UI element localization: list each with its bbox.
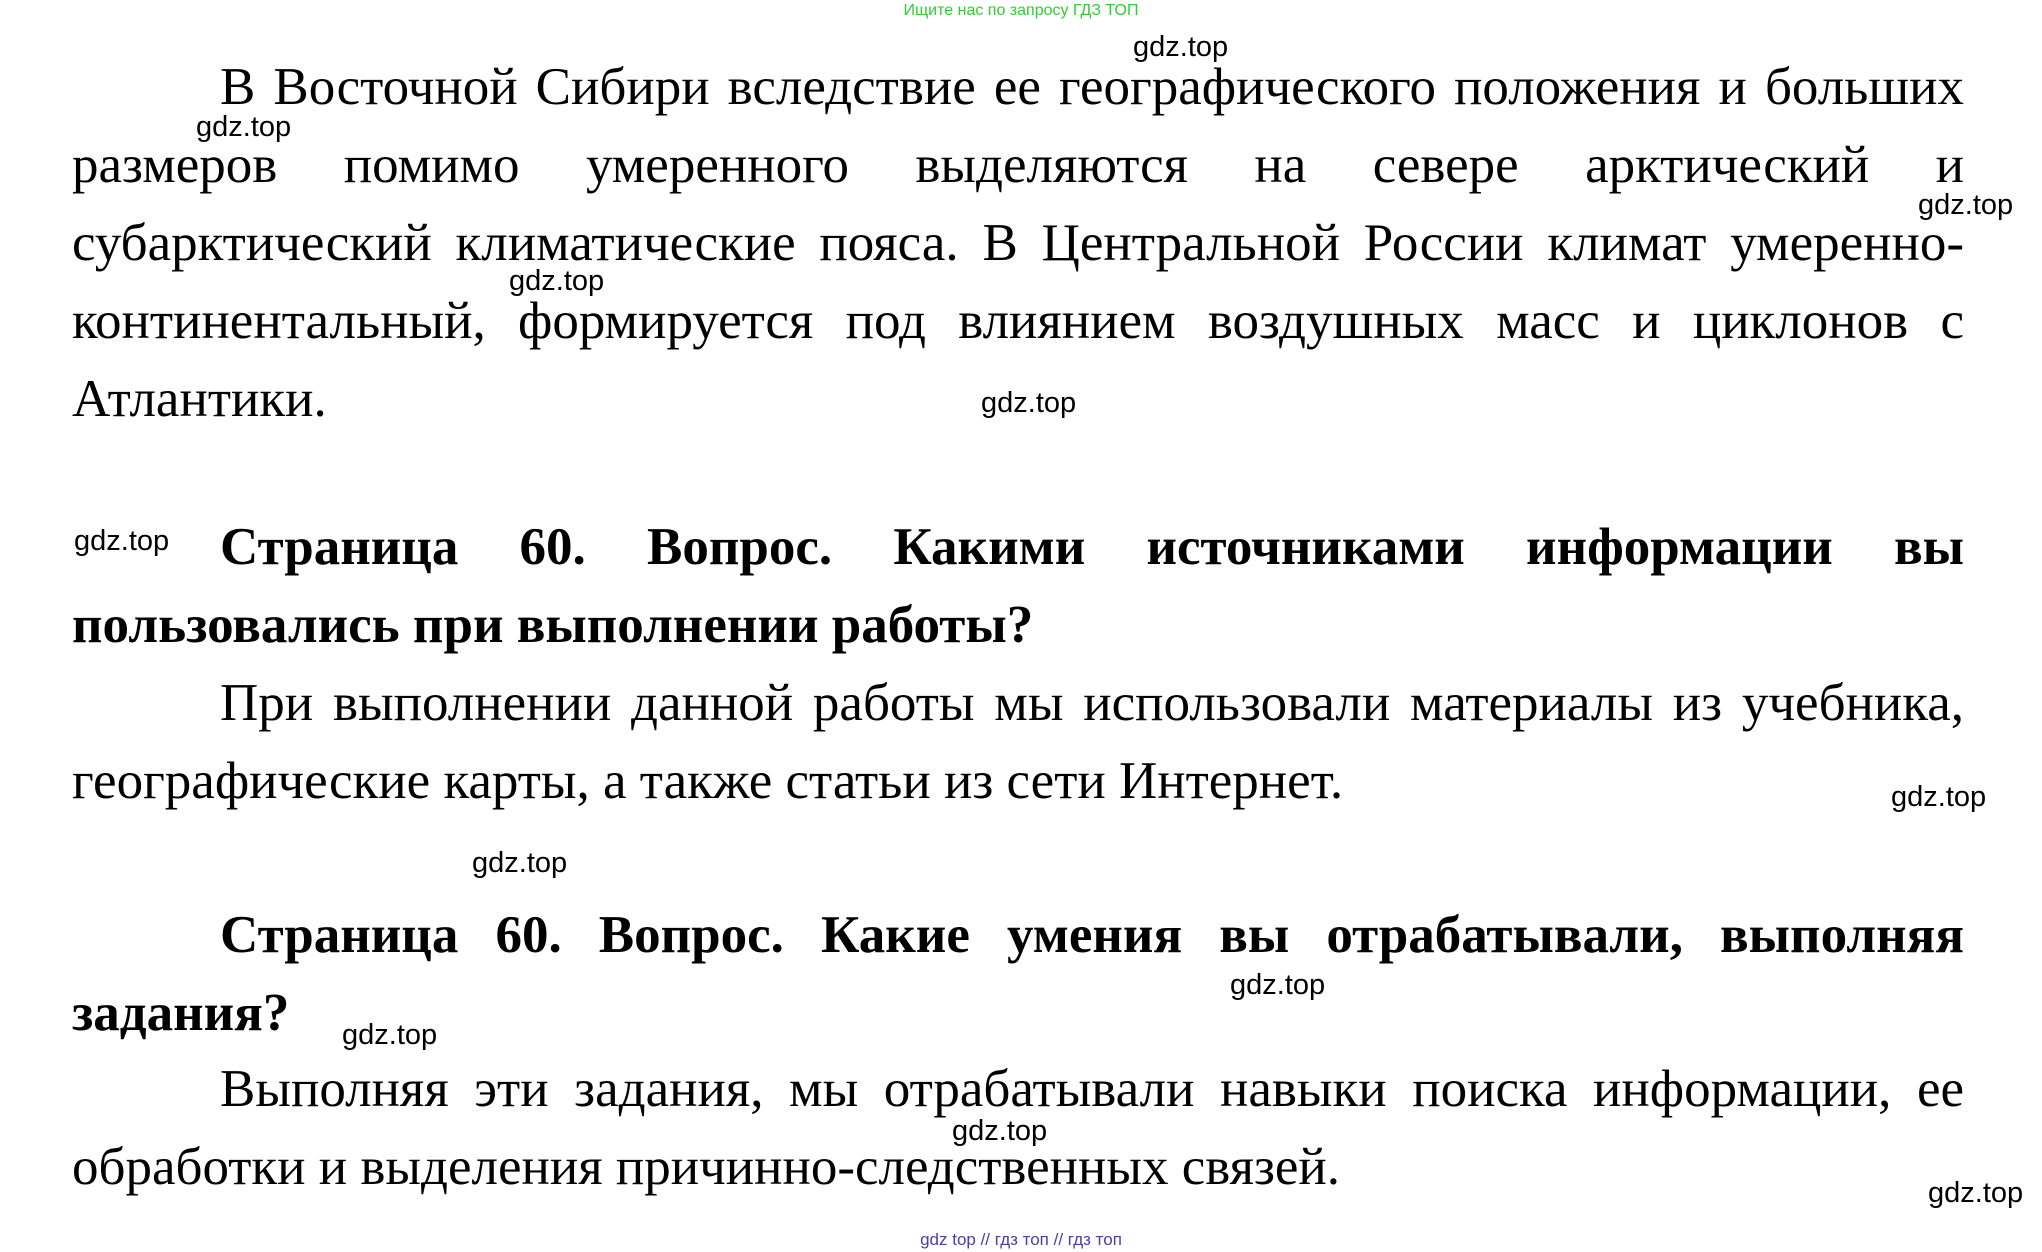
top-banner: Ищите нас по запросу ГДЗ ТОП bbox=[903, 2, 1139, 19]
watermark: gdz.top bbox=[74, 525, 170, 557]
answer-paragraph-skills: Выполняя эти задания, мы отрабатывали навыки поиска информации, ее обработки и выделения причинно-следственных связей. bbox=[72, 1060, 1964, 1196]
answer-paragraph-sources: При выполнении данной работы мы использовали материалы из учебника, географические карты, а также статьи из сети Интернет. bbox=[72, 674, 1964, 810]
watermark: gdz.top bbox=[1928, 1177, 2024, 1209]
answer-paragraph-climate: В Восточной Сибири вследствие ее географического положения и больших размеров помимо умеренного выделяются на севере арктический и субарктический климатические пояса. В Центральной России климат умеренно-континентальный, формируется под влиянием воздушных масс и циклонов с Атлантики. bbox=[72, 58, 1964, 428]
watermark: gdz.top bbox=[342, 1019, 438, 1051]
watermark: gdz.top bbox=[509, 265, 605, 297]
bottom-banner: gdz top // гдз топ // гдз топ bbox=[920, 1230, 1122, 1249]
watermark: gdz.top bbox=[196, 111, 292, 143]
watermark: gdz.top bbox=[952, 1115, 1048, 1147]
question-heading-skills: Страница 60. Вопрос. Какие умения вы отрабатывали, выполняя задания? bbox=[72, 906, 1964, 1042]
question-heading-sources: Страница 60. Вопрос. Какими источниками информации вы пользовались при выполнении работы? bbox=[72, 518, 1964, 654]
watermark: gdz.top bbox=[1918, 189, 2014, 221]
watermark: gdz.top bbox=[1133, 31, 1229, 63]
watermark: gdz.top bbox=[1230, 969, 1326, 1001]
watermark: gdz.top bbox=[1891, 781, 1987, 813]
watermark: gdz.top bbox=[472, 847, 568, 879]
watermark: gdz.top bbox=[981, 387, 1077, 419]
